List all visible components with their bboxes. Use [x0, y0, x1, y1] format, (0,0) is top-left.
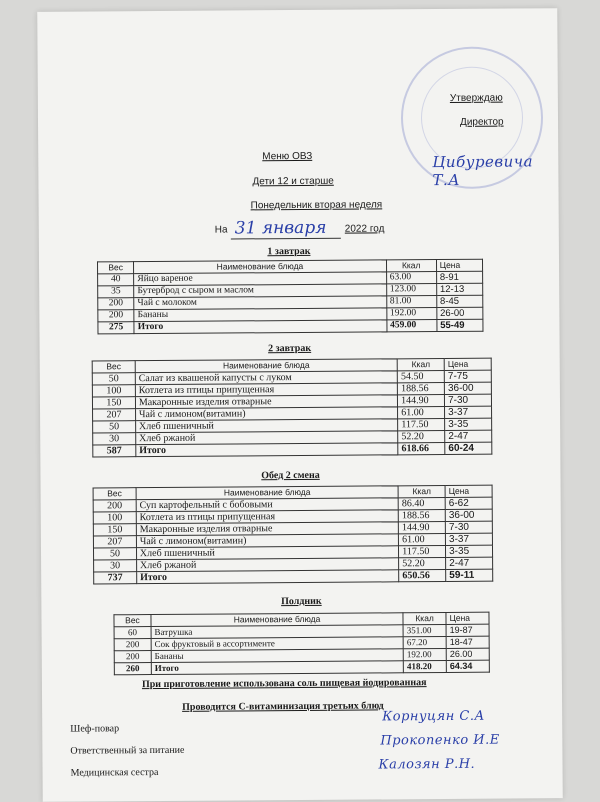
table-cell: 7-30 — [445, 394, 492, 406]
table-cell: Итого — [136, 443, 398, 457]
table-cell: 144.90 — [398, 521, 445, 533]
salt-note: При приготовление использована соль пищевая йодированная — [141, 677, 427, 691]
staff-signature: Калозян Р.Н. — [378, 756, 476, 773]
table-cell: 8-45 — [436, 295, 482, 307]
table-cell: Котлета из птицы припущенная — [135, 383, 397, 397]
table-cell: 150 — [92, 397, 135, 409]
table-cell: 35 — [98, 286, 134, 298]
table-cell: 3-35 — [445, 418, 492, 430]
table-cell: 61.00 — [399, 533, 446, 545]
table-cell: Чай с лимоном(витамин) — [136, 534, 398, 548]
table-cell: 3-37 — [445, 533, 492, 545]
table-cell: 64.34 — [446, 660, 489, 672]
table-cell: 50 — [93, 548, 136, 560]
table-cell: 19-87 — [446, 624, 489, 636]
table-cell: 52.20 — [399, 557, 446, 569]
col-price: Цена — [446, 612, 489, 624]
table-cell: 737 — [94, 572, 137, 584]
table-cell: Суп картофельный с бобовыми — [136, 498, 398, 512]
date-line — [214, 217, 435, 243]
table-cell: 18-47 — [446, 636, 489, 648]
table-cell: 36-00 — [444, 382, 491, 394]
age-group: Дети 12 и старше — [252, 175, 334, 188]
total-row — [93, 442, 492, 457]
table-cell: 36-00 — [445, 509, 492, 521]
table-cell: 26.00 — [446, 648, 489, 660]
table-cell: 3-35 — [446, 545, 493, 557]
total-row — [94, 569, 493, 584]
table-cell: 587 — [93, 445, 136, 457]
table-cell: 100 — [92, 385, 135, 397]
table-cell: 50 — [93, 421, 136, 433]
table-cell: 6-62 — [445, 497, 492, 509]
date-handwritten: 31 января — [234, 217, 327, 239]
day-of-week: Понедельник вторая неделя — [250, 199, 383, 212]
table-cell: 459.00 — [387, 320, 437, 332]
col-price: Цена — [445, 485, 492, 497]
table-cell: 418.20 — [403, 660, 446, 672]
total-row — [98, 319, 483, 334]
table-cell: 60 — [114, 627, 151, 639]
date-prefix: На — [214, 224, 228, 236]
table-cell: Бананы — [151, 649, 403, 663]
col-price: Цена — [436, 259, 482, 271]
table-cell: 67.20 — [403, 636, 446, 648]
table-cell: 351.00 — [403, 624, 446, 636]
table-cell: Яйцо вареное — [134, 272, 386, 286]
table-cell: 3-37 — [445, 406, 492, 418]
table-cell: 123.00 — [386, 284, 436, 296]
table-cell: 52.20 — [398, 430, 445, 442]
total-row — [114, 660, 489, 675]
table-cell: 50 — [92, 373, 135, 385]
menu-table — [113, 612, 489, 676]
table-cell: 144.90 — [398, 394, 445, 406]
col-weight: Вес — [97, 262, 133, 274]
col-kcal: Ккал — [397, 358, 444, 370]
staff-signature: Прокопенко И.Е — [380, 732, 500, 749]
menu-table — [93, 485, 494, 585]
table-cell: 60-24 — [445, 442, 492, 454]
table-cell: 200 — [93, 500, 136, 512]
table-cell: 200 — [98, 310, 134, 322]
section-title: 1 завтрак — [267, 245, 311, 258]
table-cell: 188.56 — [398, 509, 445, 521]
table-cell: 200 — [114, 651, 151, 663]
table-cell: 26-00 — [437, 307, 483, 319]
col-weight: Вес — [114, 615, 151, 627]
table-cell: 117.50 — [398, 418, 445, 430]
table-cell: 618.66 — [398, 442, 445, 454]
table-cell: Итого — [137, 570, 399, 584]
table-cell: 86.40 — [398, 497, 445, 509]
table-cell: 188.56 — [398, 382, 445, 394]
table-cell: 150 — [93, 524, 136, 536]
table-cell: 81.00 — [386, 296, 436, 308]
staff-role: Медицинская сестра — [70, 766, 159, 779]
table-cell: Котлета из птицы припущенная — [136, 510, 398, 524]
col-name: Наименование блюда — [135, 359, 397, 373]
table-cell: Хлеб пшеничный — [136, 546, 398, 560]
table-cell: 192.00 — [386, 308, 436, 320]
staff-role: Шеф-повар — [70, 723, 120, 735]
table-cell: 100 — [93, 512, 136, 524]
table-cell: Хлеб ржаной — [136, 558, 398, 572]
table-cell: Макаронные изделия отварные — [135, 395, 397, 409]
table-cell: Чай с лимоном(витамин) — [135, 407, 397, 421]
approve-label: Утверждаю — [449, 92, 503, 104]
staff-role: Ответственный за питание — [70, 744, 185, 757]
table-cell: 200 — [98, 298, 134, 310]
section-title: Обед 2 смена — [261, 469, 320, 482]
table-cell: Ватрушка — [151, 625, 403, 639]
col-name: Наименование блюда — [136, 486, 398, 500]
vitamin-note: Проводится С-витаминизация третьих блюд — [182, 700, 384, 713]
table-cell: Салат из квашеной капусты с луком — [135, 371, 397, 385]
table-cell: Итого — [151, 661, 403, 675]
table-cell: 260 — [114, 663, 151, 675]
menu-title: Меню ОВЗ — [262, 150, 313, 163]
table-cell: 192.00 — [403, 648, 446, 660]
table-cell: 2-47 — [446, 557, 493, 569]
table-cell: 59-11 — [446, 569, 493, 581]
director-label: Директор — [459, 116, 504, 128]
table-cell: 30 — [93, 433, 136, 445]
col-name: Наименование блюда — [151, 613, 403, 627]
table-cell: Итого — [134, 320, 386, 334]
table-cell: Хлеб ржаной — [136, 431, 398, 445]
table-cell: 207 — [93, 536, 136, 548]
table-cell: 207 — [93, 409, 136, 421]
table-cell: 650.56 — [399, 569, 446, 581]
section-title: 2 завтрак — [268, 342, 312, 355]
table-cell: 55-49 — [437, 319, 483, 331]
staff-signature: Корнуцян С.А — [382, 708, 485, 725]
col-name: Наименование блюда — [134, 260, 386, 274]
year: 2022 год — [344, 223, 385, 235]
col-weight: Вес — [92, 361, 135, 373]
table-cell: 54.50 — [397, 370, 444, 382]
table-cell: 275 — [98, 322, 134, 334]
table-cell: Бутерброд с сыром и маслом — [134, 284, 386, 298]
table-cell: 30 — [94, 560, 137, 572]
col-price: Цена — [444, 358, 491, 370]
col-kcal: Ккал — [403, 612, 446, 624]
table-cell: 200 — [114, 639, 151, 651]
menu-table — [92, 358, 493, 458]
director-signature: Цибуревича Т.А — [432, 152, 534, 190]
table-cell: Сок фруктовый в ассортименте — [151, 637, 403, 651]
section-title: Полдник — [281, 595, 322, 608]
table-cell: 7-75 — [444, 370, 491, 382]
table-cell: 12-13 — [436, 283, 482, 295]
table-cell: 63.00 — [386, 272, 436, 284]
col-kcal: Ккал — [398, 485, 445, 497]
table-cell: 117.50 — [399, 545, 446, 557]
table-cell: Хлеб пшеничный — [135, 419, 397, 433]
table-cell: 8-91 — [436, 271, 482, 283]
table-cell: 2-47 — [445, 430, 492, 442]
table-cell: Бананы — [134, 308, 386, 322]
table-cell: Макаронные изделия отварные — [136, 522, 398, 536]
col-kcal: Ккал — [386, 260, 436, 272]
menu-table — [97, 259, 484, 335]
col-weight: Вес — [93, 488, 136, 500]
table-cell: Чай с молоком — [134, 296, 386, 310]
table-cell: 7-30 — [445, 521, 492, 533]
table-cell: 61.00 — [398, 406, 445, 418]
document-page — [37, 8, 563, 802]
table-cell: 40 — [98, 274, 134, 286]
